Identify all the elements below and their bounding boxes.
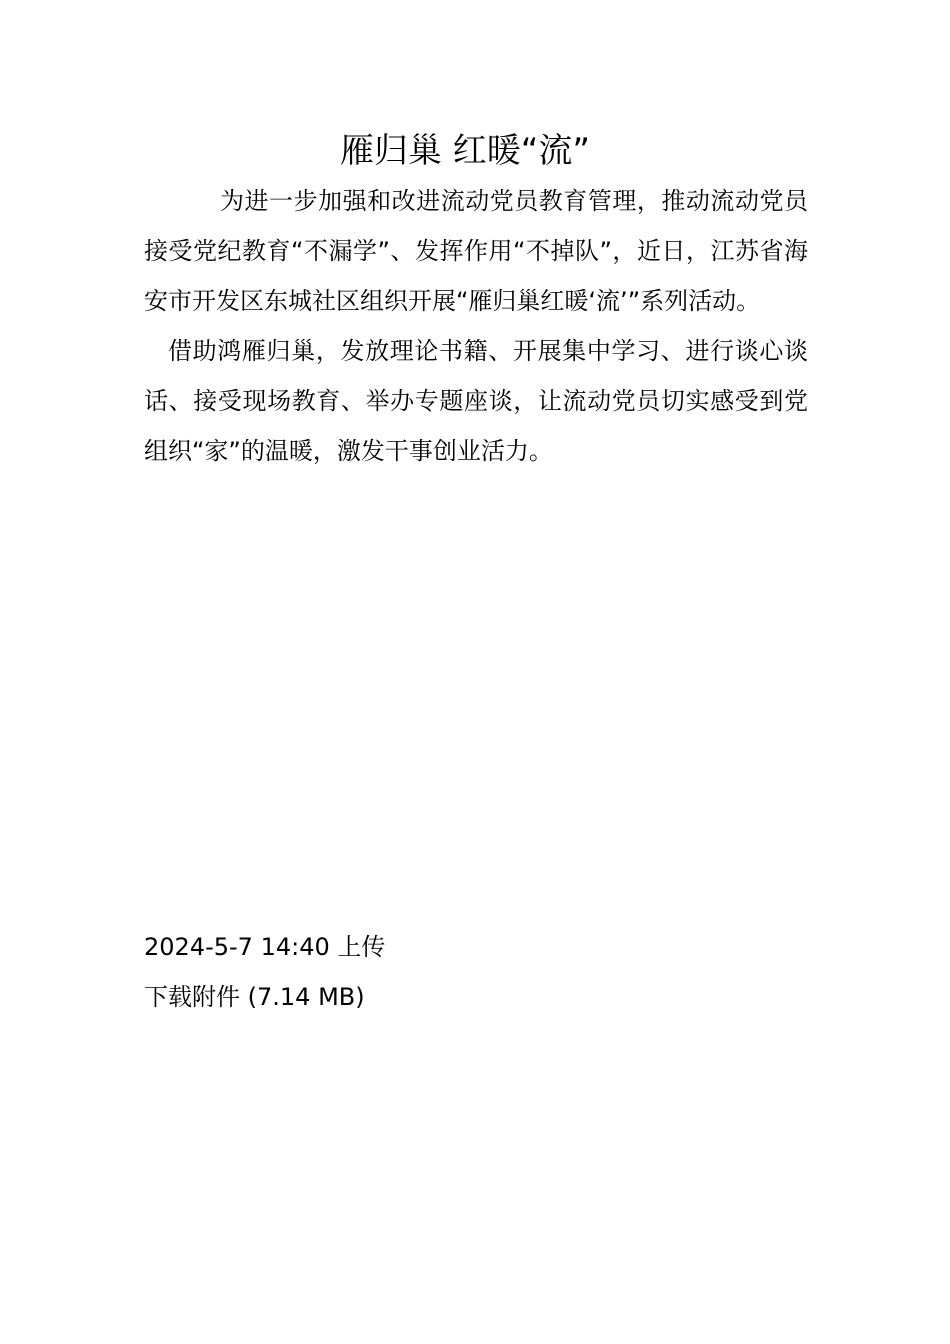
article-paragraph: 为进一步加强和改进流动党员教育管理，推动流动党员接受党纪教育“不漏学”、发挥作用“不掉队”，近日，江苏省海安市开发区东城社区组织开展“雁归巢红暖‘流’”系列活动。 [144, 187, 808, 315]
upload-timestamp: 2024-5-7 14:40 上传 [144, 933, 386, 961]
download-attachment-link[interactable]: 下载附件 [144, 983, 240, 1011]
download-attachment-row[interactable] [144, 972, 744, 1022]
file-size: (7.14 MB) [247, 983, 365, 1011]
article-title: 雁归巢 红暖“流” [339, 131, 591, 171]
article-paragraph: 借助鸿雁归巢，发放理论书籍、开展集中学习、进行谈心谈话、接受现场教育、举办专题座谈，让流动党员切实感受到党组织“家”的温暖，激发干事创业活力。 [144, 337, 808, 465]
article-body [144, 176, 808, 476]
attachment-meta [144, 922, 744, 1022]
